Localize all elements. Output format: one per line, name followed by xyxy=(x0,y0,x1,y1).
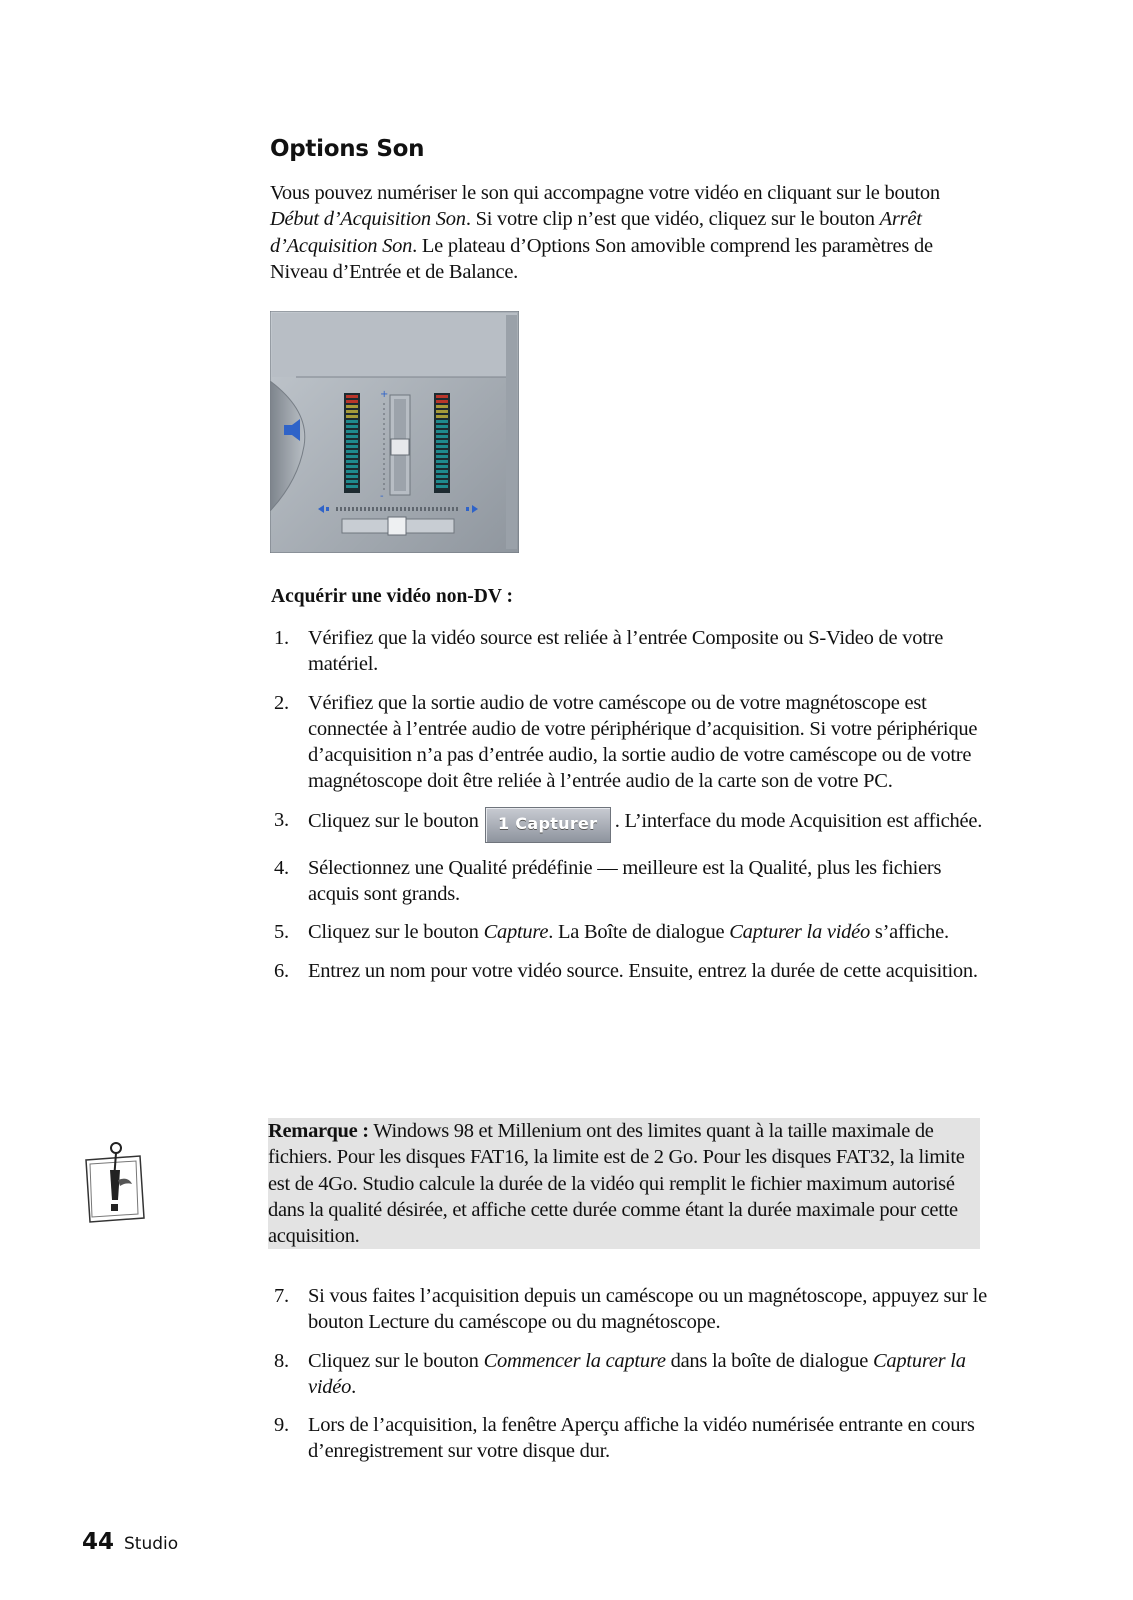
note-box: Remarque : Windows 98 et Millenium ont des limites quant à la taille maximale de fichiers. Pour les disques FAT16, la limite est de 2 Go. Pour les disques FAT32, la limite est de 4Go. Studio calcule la durée de la vidéo qui remplit le fichier maximum autorisé dans la qualité désirée, et affiche cette durée comme étant la durée maximale pour cette acquisition. xyxy=(268,1118,980,1249)
list-item: 1. Vérifiez que la vidéo source est reliée à l’entrée Composite ou S-Video de votre matériel. xyxy=(274,627,944,676)
page-number: 44 xyxy=(82,1529,115,1555)
list-item: 2. Vérifiez que la sortie audio de votre caméscope ou de votre magnétoscope est connectée à l’entrée audio de votre périphérique d’acquisition. Si votre périphérique d’acquisition n’a pas d’entrée audio, la sortie audio de votre caméscope ou de votre magnétoscope doit être reliée à l’entrée audio de la carte son de votre PC. xyxy=(274,691,978,793)
section-heading: Options Son xyxy=(270,136,425,162)
svg-text:+: + xyxy=(380,389,389,400)
list-item: 4. Sélectionnez une Qualité prédéfinie — meilleure est la Qualité, plus les fichiers acquis sont grands. xyxy=(274,856,942,906)
right-level-meter xyxy=(434,393,450,493)
subheading: Acquérir une vidéo non-DV : xyxy=(271,586,513,607)
start-audio-capture-ref: Début d’Acquisition Son xyxy=(270,208,466,231)
product-name: Studio xyxy=(124,1534,179,1554)
steps-list-b xyxy=(270,1283,990,1477)
list-item: 8. Cliquez sur le bouton Commencer la capture dans la boîte de dialogue Capturer la vidéo. xyxy=(274,1349,966,1398)
note-pushpin-icon xyxy=(80,1140,150,1230)
list-item: 7. Si vous faites l’acquisition depuis un caméscope ou un magnétoscope, appuyez sur le bouton Lecture du caméscope ou du magnétoscope. xyxy=(274,1285,987,1334)
stop-audio-capture-ref: Arrêt d’Acquisition Son xyxy=(270,208,922,257)
capture-tab-button[interactable]: 1 Capturer xyxy=(485,807,611,843)
svg-text:-: - xyxy=(380,491,384,502)
list-item: 9. Lors de l’acquisition, la fenêtre Aperçu affiche la vidéo numérisée entrante en cours d’enregistrement sur votre disque dur. xyxy=(274,1414,975,1463)
list-item: 5. Cliquez sur le bouton Capture. La Boîte de dialogue Capturer la vidéo s’affiche. xyxy=(274,921,949,944)
list-item: 3. Cliquez sur le bouton 1 Capturer . L’interface du mode Acquisition est affichée. xyxy=(270,807,990,843)
list-item: 6. Entrez un nom pour votre vidéo source. Ensuite, entrez la durée de cette acquisition. xyxy=(274,959,978,982)
note-label: Remarque : xyxy=(268,1120,369,1142)
page-footer xyxy=(82,1529,178,1555)
steps-list-a xyxy=(270,625,990,996)
audio-options-panel xyxy=(270,311,519,553)
intro-paragraph: Vous pouvez numériser le son qui accompagne votre vidéo en cliquant sur le bouton Début d’Acquisition Son. Si votre clip n’est que vidéo, cliquez sur le bouton Arrêt d’Acquisition Son. Le plateau d’Options Son amovible comprend les paramètres de Niveau d’Entrée et de Balance. xyxy=(270,182,940,283)
left-level-meter xyxy=(344,393,360,493)
balance-slider[interactable] xyxy=(318,505,478,535)
